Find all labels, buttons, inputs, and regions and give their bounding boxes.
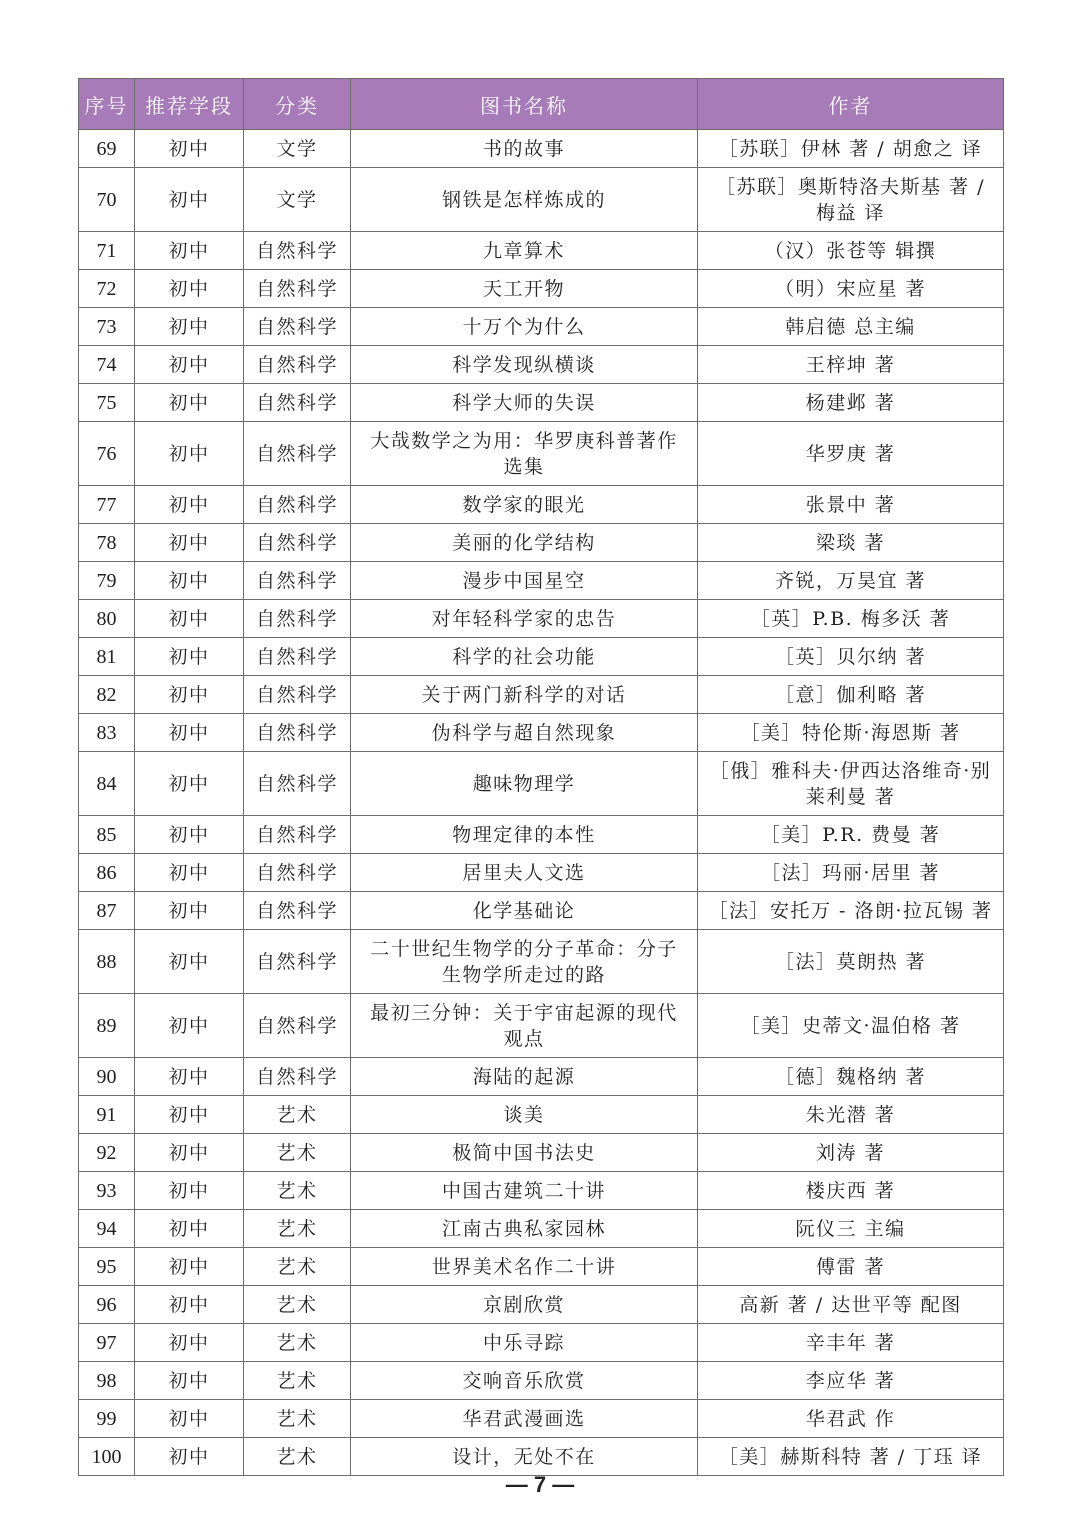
cell-category: 自然科学: [244, 486, 351, 524]
cell-stage: 初中: [135, 1438, 244, 1476]
cell-title: 九章算术: [351, 232, 698, 270]
table-row: [79, 676, 1004, 714]
cell-author: 高新 著 / 达世平等 配图: [698, 1286, 1004, 1324]
cell-no: 71: [79, 232, 135, 270]
cell-author: 张景中 著: [698, 486, 1004, 524]
cell-author: ［德］魏格纳 著: [698, 1058, 1004, 1096]
cell-author: 韩启德 总主编: [698, 308, 1004, 346]
cell-title: 科学的社会功能: [351, 638, 698, 676]
cell-stage: 初中: [135, 1134, 244, 1172]
cell-title: 江南古典私家园林: [351, 1210, 698, 1248]
cell-no: 82: [79, 676, 135, 714]
table-row: [79, 752, 1004, 816]
cell-author: 李应华 著: [698, 1362, 1004, 1400]
cell-author: ［英］贝尔纳 著: [698, 638, 1004, 676]
table-row: [79, 1248, 1004, 1286]
table-header-row: [79, 79, 1004, 130]
cell-author: （汉）张苍等 辑撰: [698, 232, 1004, 270]
table-row: [79, 892, 1004, 930]
cell-stage: 初中: [135, 168, 244, 232]
cell-category: 文学: [244, 168, 351, 232]
cell-no: 89: [79, 994, 135, 1058]
cell-title: 科学发现纵横谈: [351, 346, 698, 384]
table-row: [79, 486, 1004, 524]
cell-title: 物理定律的本性: [351, 816, 698, 854]
header-title: 图书名称: [351, 79, 698, 130]
page-number: — 7 —: [505, 1472, 575, 1497]
cell-category: 自然科学: [244, 232, 351, 270]
cell-no: 91: [79, 1096, 135, 1134]
table-row: [79, 168, 1004, 232]
cell-category: 自然科学: [244, 562, 351, 600]
header-category: 分类: [244, 79, 351, 130]
table-row: [79, 232, 1004, 270]
cell-no: 92: [79, 1134, 135, 1172]
table-row: [79, 384, 1004, 422]
cell-no: 79: [79, 562, 135, 600]
cell-no: 86: [79, 854, 135, 892]
cell-title: 十万个为什么: [351, 308, 698, 346]
cell-no: 87: [79, 892, 135, 930]
cell-stage: 初中: [135, 1324, 244, 1362]
cell-no: 70: [79, 168, 135, 232]
table-row: [79, 854, 1004, 892]
cell-author: 华罗庚 著: [698, 422, 1004, 486]
cell-title: 中国古建筑二十讲: [351, 1172, 698, 1210]
cell-no: 100: [79, 1438, 135, 1476]
cell-category: 自然科学: [244, 422, 351, 486]
cell-stage: 初中: [135, 1400, 244, 1438]
cell-category: 艺术: [244, 1248, 351, 1286]
cell-no: 69: [79, 130, 135, 168]
cell-category: 自然科学: [244, 638, 351, 676]
cell-title: 天工开物: [351, 270, 698, 308]
cell-author: 辛丰年 著: [698, 1324, 1004, 1362]
cell-author: 杨建邺 著: [698, 384, 1004, 422]
cell-stage: 初中: [135, 854, 244, 892]
cell-category: 艺术: [244, 1362, 351, 1400]
cell-author: ［美］特伦斯·海恩斯 著: [698, 714, 1004, 752]
cell-author: 刘涛 著: [698, 1134, 1004, 1172]
cell-author: 傅雷 著: [698, 1248, 1004, 1286]
cell-category: 自然科学: [244, 854, 351, 892]
cell-stage: 初中: [135, 562, 244, 600]
cell-category: 自然科学: [244, 676, 351, 714]
cell-no: 75: [79, 384, 135, 422]
cell-title: 关于两门新科学的对话: [351, 676, 698, 714]
cell-category: 艺术: [244, 1400, 351, 1438]
cell-stage: 初中: [135, 1248, 244, 1286]
cell-no: 97: [79, 1324, 135, 1362]
cell-stage: 初中: [135, 714, 244, 752]
table-row: [79, 816, 1004, 854]
cell-title: 设计，无处不在: [351, 1438, 698, 1476]
cell-title: 科学大师的失误: [351, 384, 698, 422]
table-row: [79, 308, 1004, 346]
table-row: [79, 994, 1004, 1058]
cell-title: 居里夫人文选: [351, 854, 698, 892]
cell-stage: 初中: [135, 270, 244, 308]
cell-category: 自然科学: [244, 994, 351, 1058]
table-row: [79, 1134, 1004, 1172]
cell-stage: 初中: [135, 346, 244, 384]
cell-category: 艺术: [244, 1172, 351, 1210]
cell-title: 二十世纪生物学的分子革命：分子生物学所走过的路: [351, 930, 698, 994]
cell-title: 美丽的化学结构: [351, 524, 698, 562]
cell-author: ［美］赫斯科特 著 / 丁珏 译: [698, 1438, 1004, 1476]
cell-category: 文学: [244, 130, 351, 168]
cell-stage: 初中: [135, 1096, 244, 1134]
cell-author: ［法］玛丽·居里 著: [698, 854, 1004, 892]
cell-author: ［英］P.B. 梅多沃 著: [698, 600, 1004, 638]
cell-title: 极简中国书法史: [351, 1134, 698, 1172]
cell-no: 74: [79, 346, 135, 384]
table-row: [79, 1362, 1004, 1400]
header-stage: 推荐学段: [135, 79, 244, 130]
cell-author: ［美］P.R. 费曼 著: [698, 816, 1004, 854]
cell-no: 73: [79, 308, 135, 346]
cell-author: （明）宋应星 著: [698, 270, 1004, 308]
cell-stage: 初中: [135, 308, 244, 346]
cell-category: 自然科学: [244, 816, 351, 854]
cell-author: ［意］伽利略 著: [698, 676, 1004, 714]
cell-title: 书的故事: [351, 130, 698, 168]
cell-author: 梁琰 著: [698, 524, 1004, 562]
table-row: [79, 1096, 1004, 1134]
cell-stage: 初中: [135, 1172, 244, 1210]
cell-category: 自然科学: [244, 1058, 351, 1096]
cell-title: 数学家的眼光: [351, 486, 698, 524]
cell-title: 世界美术名作二十讲: [351, 1248, 698, 1286]
cell-no: 80: [79, 600, 135, 638]
cell-stage: 初中: [135, 422, 244, 486]
cell-stage: 初中: [135, 600, 244, 638]
cell-no: 88: [79, 930, 135, 994]
cell-stage: 初中: [135, 232, 244, 270]
cell-title: 交响音乐欣赏: [351, 1362, 698, 1400]
cell-stage: 初中: [135, 1210, 244, 1248]
cell-title: 最初三分钟：关于宇宙起源的现代观点: [351, 994, 698, 1058]
cell-title: 中乐寻踪: [351, 1324, 698, 1362]
table-row: [79, 1438, 1004, 1476]
cell-no: 76: [79, 422, 135, 486]
cell-author: 齐锐，万昊宜 著: [698, 562, 1004, 600]
cell-author: 华君武 作: [698, 1400, 1004, 1438]
cell-stage: 初中: [135, 524, 244, 562]
cell-no: 85: [79, 816, 135, 854]
cell-category: 自然科学: [244, 524, 351, 562]
table-row: [79, 270, 1004, 308]
cell-category: 艺术: [244, 1096, 351, 1134]
cell-no: 78: [79, 524, 135, 562]
cell-stage: 初中: [135, 994, 244, 1058]
cell-title: 谈美: [351, 1096, 698, 1134]
table-row: [79, 524, 1004, 562]
cell-category: 自然科学: [244, 270, 351, 308]
cell-category: 艺术: [244, 1438, 351, 1476]
cell-no: 93: [79, 1172, 135, 1210]
book-list-table: [78, 78, 1004, 1476]
cell-stage: 初中: [135, 892, 244, 930]
table-row: [79, 1286, 1004, 1324]
cell-author: ［美］史蒂文·温伯格 著: [698, 994, 1004, 1058]
header-author: 作者: [698, 79, 1004, 130]
cell-no: 72: [79, 270, 135, 308]
table-row: [79, 346, 1004, 384]
cell-title: 华君武漫画选: [351, 1400, 698, 1438]
cell-no: 84: [79, 752, 135, 816]
cell-no: 94: [79, 1210, 135, 1248]
cell-category: 自然科学: [244, 714, 351, 752]
cell-stage: 初中: [135, 816, 244, 854]
cell-title: 化学基础论: [351, 892, 698, 930]
cell-category: 自然科学: [244, 384, 351, 422]
table-row: [79, 1210, 1004, 1248]
cell-title: 伪科学与超自然现象: [351, 714, 698, 752]
cell-category: 自然科学: [244, 346, 351, 384]
table-row: [79, 562, 1004, 600]
table-row: [79, 422, 1004, 486]
cell-no: 81: [79, 638, 135, 676]
cell-no: 95: [79, 1248, 135, 1286]
cell-title: 漫步中国星空: [351, 562, 698, 600]
cell-category: 艺术: [244, 1324, 351, 1362]
cell-author: 阮仪三 主编: [698, 1210, 1004, 1248]
cell-title: 大哉数学之为用：华罗庚科普著作选集: [351, 422, 698, 486]
header-no: 序号: [79, 79, 135, 130]
cell-category: 艺术: [244, 1286, 351, 1324]
table-row: [79, 714, 1004, 752]
cell-stage: 初中: [135, 486, 244, 524]
cell-stage: 初中: [135, 676, 244, 714]
cell-stage: 初中: [135, 752, 244, 816]
table-row: [79, 1172, 1004, 1210]
cell-stage: 初中: [135, 1286, 244, 1324]
cell-author: ［法］莫朗热 著: [698, 930, 1004, 994]
cell-no: 90: [79, 1058, 135, 1096]
cell-author: ［苏联］伊林 著 / 胡愈之 译: [698, 130, 1004, 168]
cell-no: 98: [79, 1362, 135, 1400]
cell-stage: 初中: [135, 930, 244, 994]
cell-author: ［苏联］奥斯特洛夫斯基 著 / 梅益 译: [698, 168, 1004, 232]
cell-title: 对年轻科学家的忠告: [351, 600, 698, 638]
cell-category: 自然科学: [244, 308, 351, 346]
cell-author: 楼庆西 著: [698, 1172, 1004, 1210]
cell-author: ［俄］雅科夫·伊西达洛维奇·别莱利曼 著: [698, 752, 1004, 816]
cell-category: 自然科学: [244, 930, 351, 994]
table-row: [79, 1058, 1004, 1096]
cell-author: 朱光潜 著: [698, 1096, 1004, 1134]
cell-category: 艺术: [244, 1134, 351, 1172]
cell-category: 自然科学: [244, 752, 351, 816]
cell-title: 京剧欣赏: [351, 1286, 698, 1324]
cell-no: 96: [79, 1286, 135, 1324]
table-row: [79, 130, 1004, 168]
table-row: [79, 600, 1004, 638]
table-row: [79, 1324, 1004, 1362]
cell-category: 自然科学: [244, 892, 351, 930]
cell-title: 海陆的起源: [351, 1058, 698, 1096]
cell-stage: 初中: [135, 384, 244, 422]
cell-stage: 初中: [135, 1362, 244, 1400]
cell-category: 自然科学: [244, 600, 351, 638]
table-row: [79, 1400, 1004, 1438]
cell-stage: 初中: [135, 130, 244, 168]
table-row: [79, 930, 1004, 994]
cell-category: 艺术: [244, 1210, 351, 1248]
cell-title: 钢铁是怎样炼成的: [351, 168, 698, 232]
cell-no: 99: [79, 1400, 135, 1438]
cell-no: 83: [79, 714, 135, 752]
cell-title: 趣味物理学: [351, 752, 698, 816]
cell-author: ［法］安托万 - 洛朗·拉瓦锡 著: [698, 892, 1004, 930]
cell-no: 77: [79, 486, 135, 524]
cell-stage: 初中: [135, 638, 244, 676]
cell-author: 王梓坤 著: [698, 346, 1004, 384]
cell-stage: 初中: [135, 1058, 244, 1096]
table-row: [79, 638, 1004, 676]
